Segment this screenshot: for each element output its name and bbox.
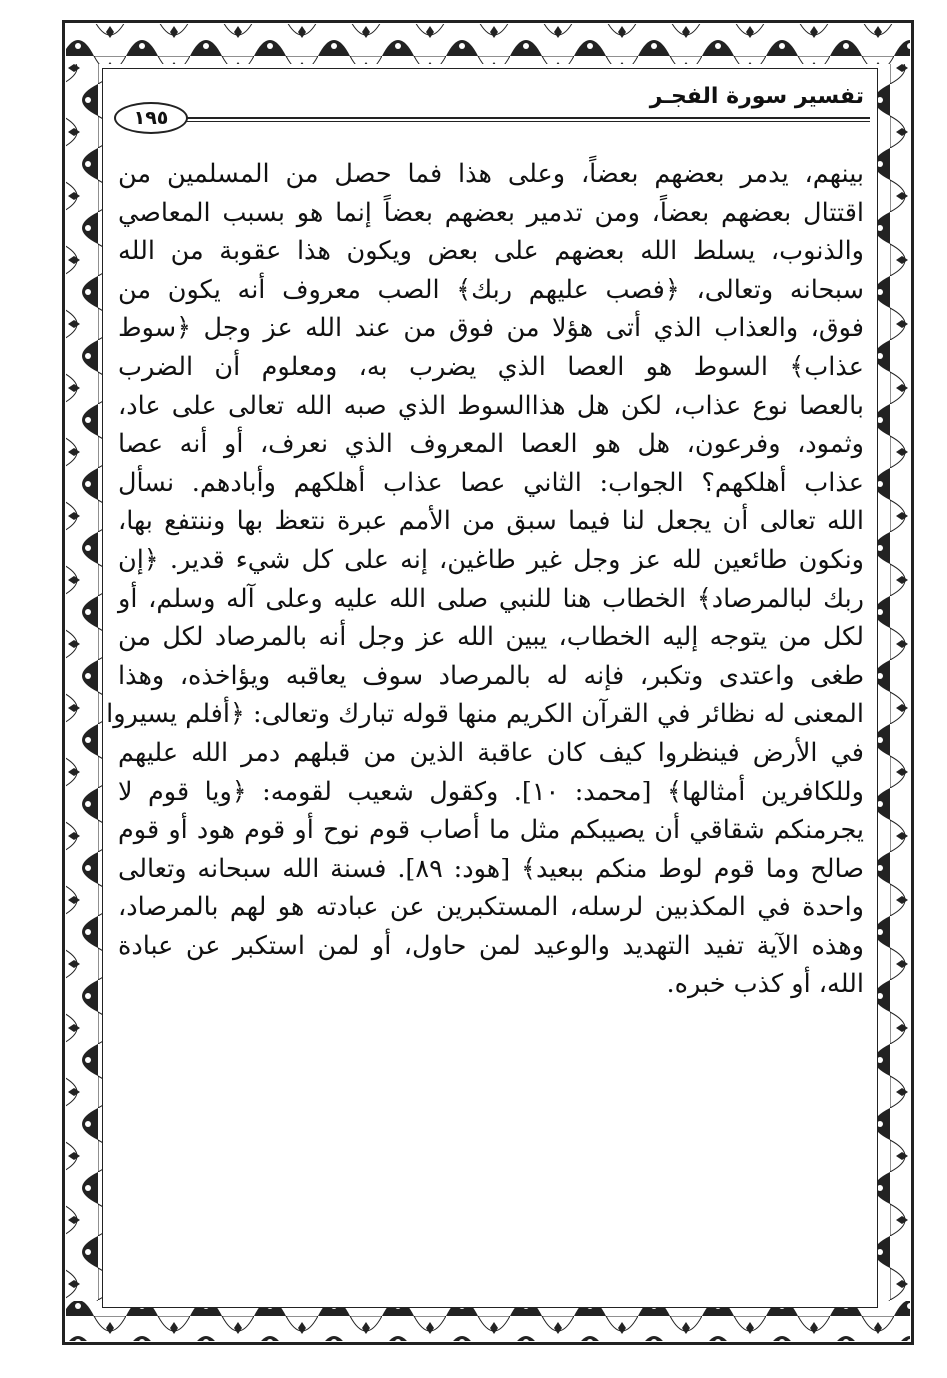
text-line: طغى واعتدى وتكبر، فإنه له بالمرصاد سوف يعاقبه ويؤاخذه، وهذا xyxy=(118,660,864,691)
page-header xyxy=(110,84,870,128)
text-line: وثمود، وفرعون، هل هو العصا المعروف الذي نعرف، أو أنه عصا xyxy=(118,429,864,460)
text-line: المعنى له نظائر في القرآن الكريم منها قوله تبارك وتعالى: ﴿أفلم يسيروا xyxy=(106,699,864,730)
text-line: اقتتال بعضهم بعضاً، ومن تدمير بعضهم بعضاً إنما هو بسبب المعاصي xyxy=(118,197,864,228)
text-line: ونكون طائعين لله عز وجل غير طاغين، إنه على كل شيء قدير. ﴿إن xyxy=(118,544,864,575)
text-line: بالعصا نوع عذاب، لكن هل هذاالسوط الذي صبه الله تعالى على عاد، xyxy=(118,390,864,421)
text-line: صالح وما قوم لوط منكم ببعيد﴾ [هود: ٨٩]. فسنة الله سبحانه وتعالى xyxy=(118,853,864,884)
page-number: ١٩٥ xyxy=(114,102,188,134)
text-line: عذاب أهلكهم؟ الجواب: الثاني عصا عذاب أهلكهم وأبادهم. نسأل xyxy=(118,467,864,498)
body-text xyxy=(106,155,865,1004)
text-line: وللكافرين أمثالها﴾ [محمد: ١٠]. وكقول شعيب لقومه: ﴿ويا قوم لا xyxy=(118,776,864,807)
running-title: تفسير سورة الفجـر xyxy=(649,84,864,109)
text-line: فوق، والعذاب الذي أتى هؤلا من فوق من عند الله عز وجل ﴿سوط xyxy=(118,313,864,344)
text-line: واحدة في المكذبين لرسله، المستكبرين عن عبادته هو لهم بالمرصاد، xyxy=(118,892,864,923)
text-line: والذنوب، يسلط الله بعضهم على بعض ويكون هذا عقوبة من الله xyxy=(118,236,864,267)
text-line: في الأرض فينظروا كيف كان عاقبة الذين من قبلهم دمر الله عليهم xyxy=(118,737,864,768)
header-rule xyxy=(170,117,870,119)
text-line: الله، أو كذب خبره. xyxy=(666,969,864,1000)
text-line: ربك لبالمرصاد﴾ الخطاب هنا للنبي صلى الله عليه وعلى آله وسلم، أو xyxy=(118,583,865,614)
text-line: بينهم، يدمر بعضهم بعضاً، وعلى هذا فما حصل من المسلمين من xyxy=(118,159,864,189)
text-line: عذاب﴾ السوط هو العصا الذي يضرب به، ومعلوم أن الضرب xyxy=(118,351,864,382)
text-line: الله تعالى أن يجعل لنا فيما سبق من الأمم عبرة نتعظ بها وننتفع بها، xyxy=(118,506,864,537)
text-line: يجرمنكم شقاقي أن يصيبكم مثل ما أصاب قوم نوح أو قوم هود أو قوم xyxy=(118,815,864,846)
text-line: سبحانه وتعالى، ﴿فصب عليهم ربك﴾ الصب معروف أنه يكون من xyxy=(118,274,864,305)
text-line: وهذه الآية تفيد التهديد والوعيد لمن حاول، أو لمن استكبر عن عبادة xyxy=(118,930,864,961)
text-line: لكل من يتوجه إليه الخطاب، يبين الله عز وجل أنه بالمرصاد لكل من xyxy=(118,622,864,653)
header-rule-thin xyxy=(170,121,870,122)
